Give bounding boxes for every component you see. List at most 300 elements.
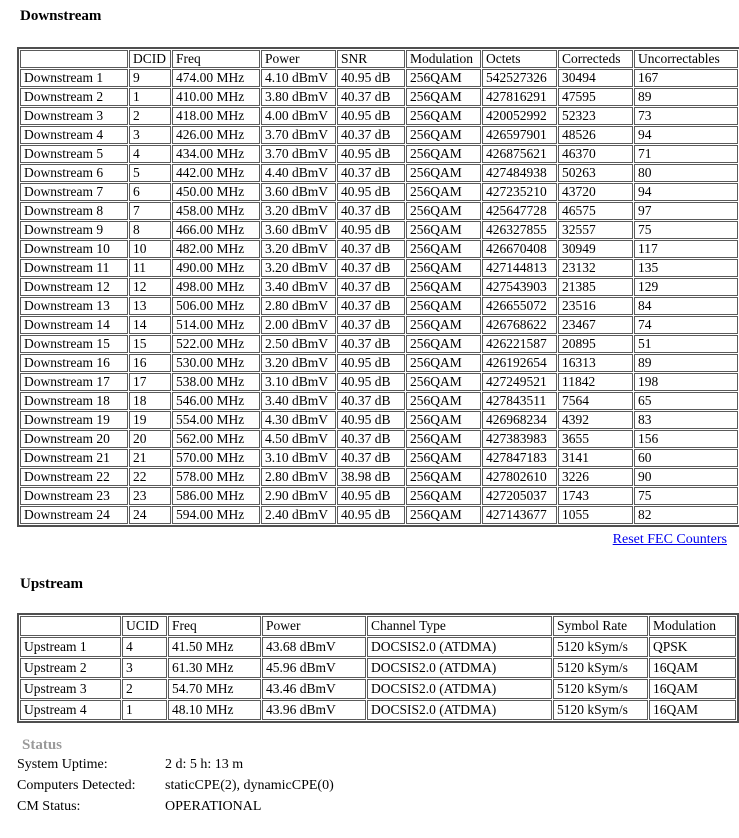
table-cell: Downstream 1 [20, 69, 128, 87]
table-cell: 256QAM [406, 145, 481, 163]
table-cell: 3.20 dBmV [261, 259, 336, 277]
table-cell: 256QAM [406, 69, 481, 87]
status-item-value: staticCPE(2), dynamicCPE(0) [165, 778, 334, 793]
table-cell: 54.70 MHz [168, 679, 261, 699]
table-cell: 16QAM [649, 679, 736, 699]
table-cell: 2.80 dBmV [261, 468, 336, 486]
table-cell: 1743 [558, 487, 633, 505]
table-cell: 16 [129, 354, 171, 372]
table-cell: 94 [634, 126, 738, 144]
table-cell: 427249521 [482, 373, 557, 391]
table-cell: Downstream 16 [20, 354, 128, 372]
table-cell: 30949 [558, 240, 633, 258]
table-row [20, 430, 738, 448]
table-cell: 256QAM [406, 449, 481, 467]
table-cell: 5120 kSym/s [553, 637, 648, 657]
table-cell: 38.98 dB [337, 468, 405, 486]
table-row [20, 392, 738, 410]
column-header: Octets [482, 50, 557, 68]
table-cell: 4392 [558, 411, 633, 429]
table-cell: 40.95 dB [337, 107, 405, 125]
table-cell: Upstream 4 [20, 700, 121, 720]
table-cell: 65 [634, 392, 738, 410]
table-cell: 46575 [558, 202, 633, 220]
table-cell: 47595 [558, 88, 633, 106]
table-row [20, 354, 738, 372]
table-cell: 426597901 [482, 126, 557, 144]
table-cell: Downstream 11 [20, 259, 128, 277]
table-cell: 18 [129, 392, 171, 410]
table-cell: 30494 [558, 69, 633, 87]
table-cell: 427802610 [482, 468, 557, 486]
table-cell: 256QAM [406, 373, 481, 391]
table-cell: 426192654 [482, 354, 557, 372]
table-row [20, 107, 738, 125]
status-item-value: OPERATIONAL [165, 799, 262, 814]
table-cell: 256QAM [406, 297, 481, 315]
table-cell: 542527326 [482, 69, 557, 87]
table-cell: 41.50 MHz [168, 637, 261, 657]
table-cell: 256QAM [406, 240, 481, 258]
status-section [17, 737, 727, 817]
table-cell: 4 [129, 145, 171, 163]
table-cell: Downstream 5 [20, 145, 128, 163]
table-row [20, 373, 738, 391]
table-cell: 427843511 [482, 392, 557, 410]
table-cell: 7564 [558, 392, 633, 410]
column-header: SNR [337, 50, 405, 68]
table-cell: 52323 [558, 107, 633, 125]
table-cell: 418.00 MHz [172, 107, 260, 125]
table-cell: 61.30 MHz [168, 658, 261, 678]
table-row [20, 658, 736, 678]
table-cell: 84 [634, 297, 738, 315]
table-cell: 498.00 MHz [172, 278, 260, 296]
table-cell: 256QAM [406, 506, 481, 524]
table-cell: 5120 kSym/s [553, 658, 648, 678]
table-cell: 90 [634, 468, 738, 486]
table-cell: 16QAM [649, 658, 736, 678]
table-cell: Downstream 9 [20, 221, 128, 239]
table-cell: 22 [129, 468, 171, 486]
column-header: Symbol Rate [553, 616, 648, 636]
table-cell: 482.00 MHz [172, 240, 260, 258]
table-cell: 426670408 [482, 240, 557, 258]
table-cell: 40.37 dB [337, 259, 405, 277]
table-cell: 97 [634, 202, 738, 220]
status-item [17, 796, 727, 817]
table-cell: 2 [122, 679, 167, 699]
table-cell: 3226 [558, 468, 633, 486]
table-cell: 167 [634, 69, 738, 87]
table-row [20, 411, 738, 429]
status-item-value: 2 d: 5 h: 13 m [165, 757, 244, 772]
table-cell: 427235210 [482, 183, 557, 201]
table-row [20, 449, 738, 467]
table-cell: 506.00 MHz [172, 297, 260, 315]
table-cell: Upstream 3 [20, 679, 121, 699]
table-cell: 554.00 MHz [172, 411, 260, 429]
table-cell: 3 [122, 658, 167, 678]
table-cell: 135 [634, 259, 738, 277]
table-cell: 256QAM [406, 164, 481, 182]
table-cell: 530.00 MHz [172, 354, 260, 372]
table-cell: 40.37 dB [337, 297, 405, 315]
table-cell: Downstream 6 [20, 164, 128, 182]
table-cell: 256QAM [406, 411, 481, 429]
table-cell: 427543903 [482, 278, 557, 296]
table-cell: 9 [129, 69, 171, 87]
table-cell: Downstream 21 [20, 449, 128, 467]
table-cell: Downstream 14 [20, 316, 128, 334]
table-row [20, 297, 738, 315]
table-cell: Upstream 2 [20, 658, 121, 678]
table-cell: 23132 [558, 259, 633, 277]
table-cell: 40.95 dB [337, 487, 405, 505]
table-cell: 40.37 dB [337, 392, 405, 410]
table-cell: Downstream 23 [20, 487, 128, 505]
table-row [20, 278, 738, 296]
table-cell: 40.95 dB [337, 221, 405, 239]
upstream-heading: Upstream [20, 576, 84, 592]
table-row [20, 259, 738, 277]
table-cell: 426768622 [482, 316, 557, 334]
downstream-channels-table [17, 47, 739, 527]
table-cell: 20 [129, 430, 171, 448]
table-cell: 4.40 dBmV [261, 164, 336, 182]
table-cell: 60 [634, 449, 738, 467]
table-cell: 3.60 dBmV [261, 183, 336, 201]
table-cell: 426221587 [482, 335, 557, 353]
table-cell: 562.00 MHz [172, 430, 260, 448]
table-cell: 40.37 dB [337, 240, 405, 258]
table-cell: 71 [634, 145, 738, 163]
table-cell: 4.00 dBmV [261, 107, 336, 125]
table-row [20, 679, 736, 699]
status-item [17, 754, 727, 775]
column-header: Power [262, 616, 366, 636]
table-cell: Downstream 20 [20, 430, 128, 448]
column-header: DCID [129, 50, 171, 68]
table-cell: Downstream 19 [20, 411, 128, 429]
table-row [20, 183, 738, 201]
table-cell: 256QAM [406, 202, 481, 220]
table-cell: 15 [129, 335, 171, 353]
table-row [20, 164, 738, 182]
table-cell: 16QAM [649, 700, 736, 720]
table-cell: 5 [129, 164, 171, 182]
table-cell: 40.37 dB [337, 335, 405, 353]
table-row [20, 202, 738, 220]
column-header: Channel Type [367, 616, 552, 636]
table-cell: 1055 [558, 506, 633, 524]
table-cell: 256QAM [406, 335, 481, 353]
table-cell: 546.00 MHz [172, 392, 260, 410]
table-cell: 40.95 dB [337, 69, 405, 87]
table-cell: DOCSIS2.0 (ATDMA) [367, 679, 552, 699]
table-cell: 427484938 [482, 164, 557, 182]
table-cell: 450.00 MHz [172, 183, 260, 201]
table-cell: Downstream 22 [20, 468, 128, 486]
table-cell: 40.37 dB [337, 449, 405, 467]
header-row [20, 50, 738, 68]
table-cell: 32557 [558, 221, 633, 239]
table-cell: 40.37 dB [337, 278, 405, 296]
reset-fec-counters-link[interactable]: Reset FEC Counters [612, 532, 727, 547]
table-cell: 256QAM [406, 259, 481, 277]
table-row [20, 88, 738, 106]
table-cell: 490.00 MHz [172, 259, 260, 277]
table-cell: 43.46 dBmV [262, 679, 366, 699]
table-cell: 50263 [558, 164, 633, 182]
table-row [20, 240, 738, 258]
table-cell: 43.68 dBmV [262, 637, 366, 657]
table-cell: 3.40 dBmV [261, 392, 336, 410]
table-cell: 256QAM [406, 126, 481, 144]
table-cell: 40.37 dB [337, 202, 405, 220]
table-cell: DOCSIS2.0 (ATDMA) [367, 637, 552, 657]
table-cell: 43.96 dBmV [262, 700, 366, 720]
table-cell: 256QAM [406, 107, 481, 125]
table-cell: 2.40 dBmV [261, 506, 336, 524]
table-cell: Downstream 12 [20, 278, 128, 296]
table-cell: 427847183 [482, 449, 557, 467]
table-row [20, 700, 736, 720]
column-header: Uncorrectables [634, 50, 738, 68]
table-cell: 570.00 MHz [172, 449, 260, 467]
table-cell: 40.95 dB [337, 145, 405, 163]
column-header: Power [261, 50, 336, 68]
column-header: Modulation [406, 50, 481, 68]
table-cell: 3141 [558, 449, 633, 467]
table-cell: Upstream 1 [20, 637, 121, 657]
table-cell: Downstream 7 [20, 183, 128, 201]
column-header: Correcteds [558, 50, 633, 68]
table-cell: 5120 kSym/s [553, 679, 648, 699]
table-cell: 256QAM [406, 316, 481, 334]
column-header [20, 50, 128, 68]
table-cell: 40.37 dB [337, 316, 405, 334]
table-cell: 89 [634, 354, 738, 372]
table-cell: 410.00 MHz [172, 88, 260, 106]
table-cell: Downstream 8 [20, 202, 128, 220]
table-cell: 427144813 [482, 259, 557, 277]
table-cell: 434.00 MHz [172, 145, 260, 163]
status-item-label: CM Status: [17, 799, 81, 814]
table-cell: 3.40 dBmV [261, 278, 336, 296]
table-cell: 24 [129, 506, 171, 524]
table-cell: DOCSIS2.0 (ATDMA) [367, 700, 552, 720]
table-cell: 256QAM [406, 430, 481, 448]
table-cell: 586.00 MHz [172, 487, 260, 505]
table-cell: 46370 [558, 145, 633, 163]
table-row [20, 221, 738, 239]
table-cell: 442.00 MHz [172, 164, 260, 182]
table-cell: 522.00 MHz [172, 335, 260, 353]
table-cell: 51 [634, 335, 738, 353]
table-cell: 3.60 dBmV [261, 221, 336, 239]
table-cell: 426968234 [482, 411, 557, 429]
table-cell: 40.95 dB [337, 373, 405, 391]
table-cell: 426327855 [482, 221, 557, 239]
table-cell: Downstream 17 [20, 373, 128, 391]
table-cell: 3.20 dBmV [261, 354, 336, 372]
table-cell: 89 [634, 88, 738, 106]
table-cell: 256QAM [406, 183, 481, 201]
table-cell: 40.95 dB [337, 411, 405, 429]
table-cell: 83 [634, 411, 738, 429]
table-cell: 12 [129, 278, 171, 296]
table-cell: 256QAM [406, 88, 481, 106]
table-cell: 14 [129, 316, 171, 334]
table-cell: 40.37 dB [337, 126, 405, 144]
table-cell: 94 [634, 183, 738, 201]
table-cell: 427143677 [482, 506, 557, 524]
table-cell: 6 [129, 183, 171, 201]
table-cell: 2.50 dBmV [261, 335, 336, 353]
table-cell: 40.37 dB [337, 430, 405, 448]
table-cell: 23 [129, 487, 171, 505]
table-cell: 425647728 [482, 202, 557, 220]
spacer [17, 593, 727, 613]
table-cell: 4 [122, 637, 167, 657]
table-cell: 2.00 dBmV [261, 316, 336, 334]
table-cell: 426875621 [482, 145, 557, 163]
table-cell: 40.37 dB [337, 88, 405, 106]
status-heading: Status [22, 737, 63, 753]
table-cell: 256QAM [406, 487, 481, 505]
table-cell: Downstream 15 [20, 335, 128, 353]
table-cell: 19 [129, 411, 171, 429]
table-cell: 4.10 dBmV [261, 69, 336, 87]
status-item-label: Computers Detected: [17, 778, 136, 793]
table-cell: 3.20 dBmV [261, 202, 336, 220]
table-cell: 2.80 dBmV [261, 297, 336, 315]
table-cell: 538.00 MHz [172, 373, 260, 391]
table-cell: 2.90 dBmV [261, 487, 336, 505]
table-cell: 40.95 dB [337, 354, 405, 372]
table-cell: 16313 [558, 354, 633, 372]
table-cell: 427205037 [482, 487, 557, 505]
status-item-label: System Uptime: [17, 757, 108, 772]
table-cell: 256QAM [406, 468, 481, 486]
table-cell: 427816291 [482, 88, 557, 106]
table-cell: 73 [634, 107, 738, 125]
table-cell: 48.10 MHz [168, 700, 261, 720]
table-cell: 427383983 [482, 430, 557, 448]
table-row [20, 335, 738, 353]
table-cell: Downstream 10 [20, 240, 128, 258]
table-cell: 3.10 dBmV [261, 373, 336, 391]
table-cell: 11842 [558, 373, 633, 391]
table-cell: 156 [634, 430, 738, 448]
table-cell: 23467 [558, 316, 633, 334]
table-cell: 40.95 dB [337, 183, 405, 201]
table-cell: 3655 [558, 430, 633, 448]
table-cell: 1 [129, 88, 171, 106]
table-cell: 594.00 MHz [172, 506, 260, 524]
status-item [17, 775, 727, 796]
upstream-channels-table [17, 613, 739, 723]
table-cell: 129 [634, 278, 738, 296]
table-cell: DOCSIS2.0 (ATDMA) [367, 658, 552, 678]
spacer [17, 25, 727, 47]
table-cell: 11 [129, 259, 171, 277]
table-cell: 198 [634, 373, 738, 391]
header-row [20, 616, 736, 636]
table-cell: 10 [129, 240, 171, 258]
table-cell: Downstream 4 [20, 126, 128, 144]
downstream-heading: Downstream [20, 8, 102, 24]
table-cell: Downstream 3 [20, 107, 128, 125]
table-cell: 4.50 dBmV [261, 430, 336, 448]
table-cell: 21385 [558, 278, 633, 296]
table-row [20, 145, 738, 163]
table-cell: 40.37 dB [337, 164, 405, 182]
table-cell: 256QAM [406, 392, 481, 410]
table-cell: 578.00 MHz [172, 468, 260, 486]
table-cell: 5120 kSym/s [553, 700, 648, 720]
table-cell: QPSK [649, 637, 736, 657]
table-cell: 82 [634, 506, 738, 524]
table-cell: 256QAM [406, 221, 481, 239]
table-cell: Downstream 2 [20, 88, 128, 106]
table-row [20, 487, 738, 505]
upstream-heading-wrap [17, 576, 727, 593]
table-cell: 43720 [558, 183, 633, 201]
table-cell: 256QAM [406, 354, 481, 372]
table-cell: 117 [634, 240, 738, 258]
table-cell: 458.00 MHz [172, 202, 260, 220]
table-cell: 74 [634, 316, 738, 334]
status-items [17, 754, 727, 817]
table-row [20, 506, 738, 524]
table-cell: 23516 [558, 297, 633, 315]
table-cell: 13 [129, 297, 171, 315]
table-cell: 2 [129, 107, 171, 125]
table-row [20, 637, 736, 657]
table-cell: 3.80 dBmV [261, 88, 336, 106]
table-cell: 3 [129, 126, 171, 144]
table-row [20, 126, 738, 144]
column-header: Freq [172, 50, 260, 68]
table-cell: 48526 [558, 126, 633, 144]
table-cell: 3.70 dBmV [261, 126, 336, 144]
table-cell: 3.20 dBmV [261, 240, 336, 258]
column-header: UCID [122, 616, 167, 636]
table-cell: 40.95 dB [337, 506, 405, 524]
table-cell: 466.00 MHz [172, 221, 260, 239]
table-cell: 514.00 MHz [172, 316, 260, 334]
table-cell: 426655072 [482, 297, 557, 315]
table-row [20, 468, 738, 486]
table-cell: 3.70 dBmV [261, 145, 336, 163]
column-header: Modulation [649, 616, 736, 636]
table-cell: 20895 [558, 335, 633, 353]
table-cell: 8 [129, 221, 171, 239]
table-cell: 426.00 MHz [172, 126, 260, 144]
table-cell: 75 [634, 487, 738, 505]
table-cell: Downstream 13 [20, 297, 128, 315]
table-cell: Downstream 18 [20, 392, 128, 410]
table-cell: 256QAM [406, 278, 481, 296]
table-cell: 420052992 [482, 107, 557, 125]
table-cell: 80 [634, 164, 738, 182]
table-row [20, 316, 738, 334]
table-cell: 474.00 MHz [172, 69, 260, 87]
table-cell: Downstream 24 [20, 506, 128, 524]
column-header [20, 616, 121, 636]
